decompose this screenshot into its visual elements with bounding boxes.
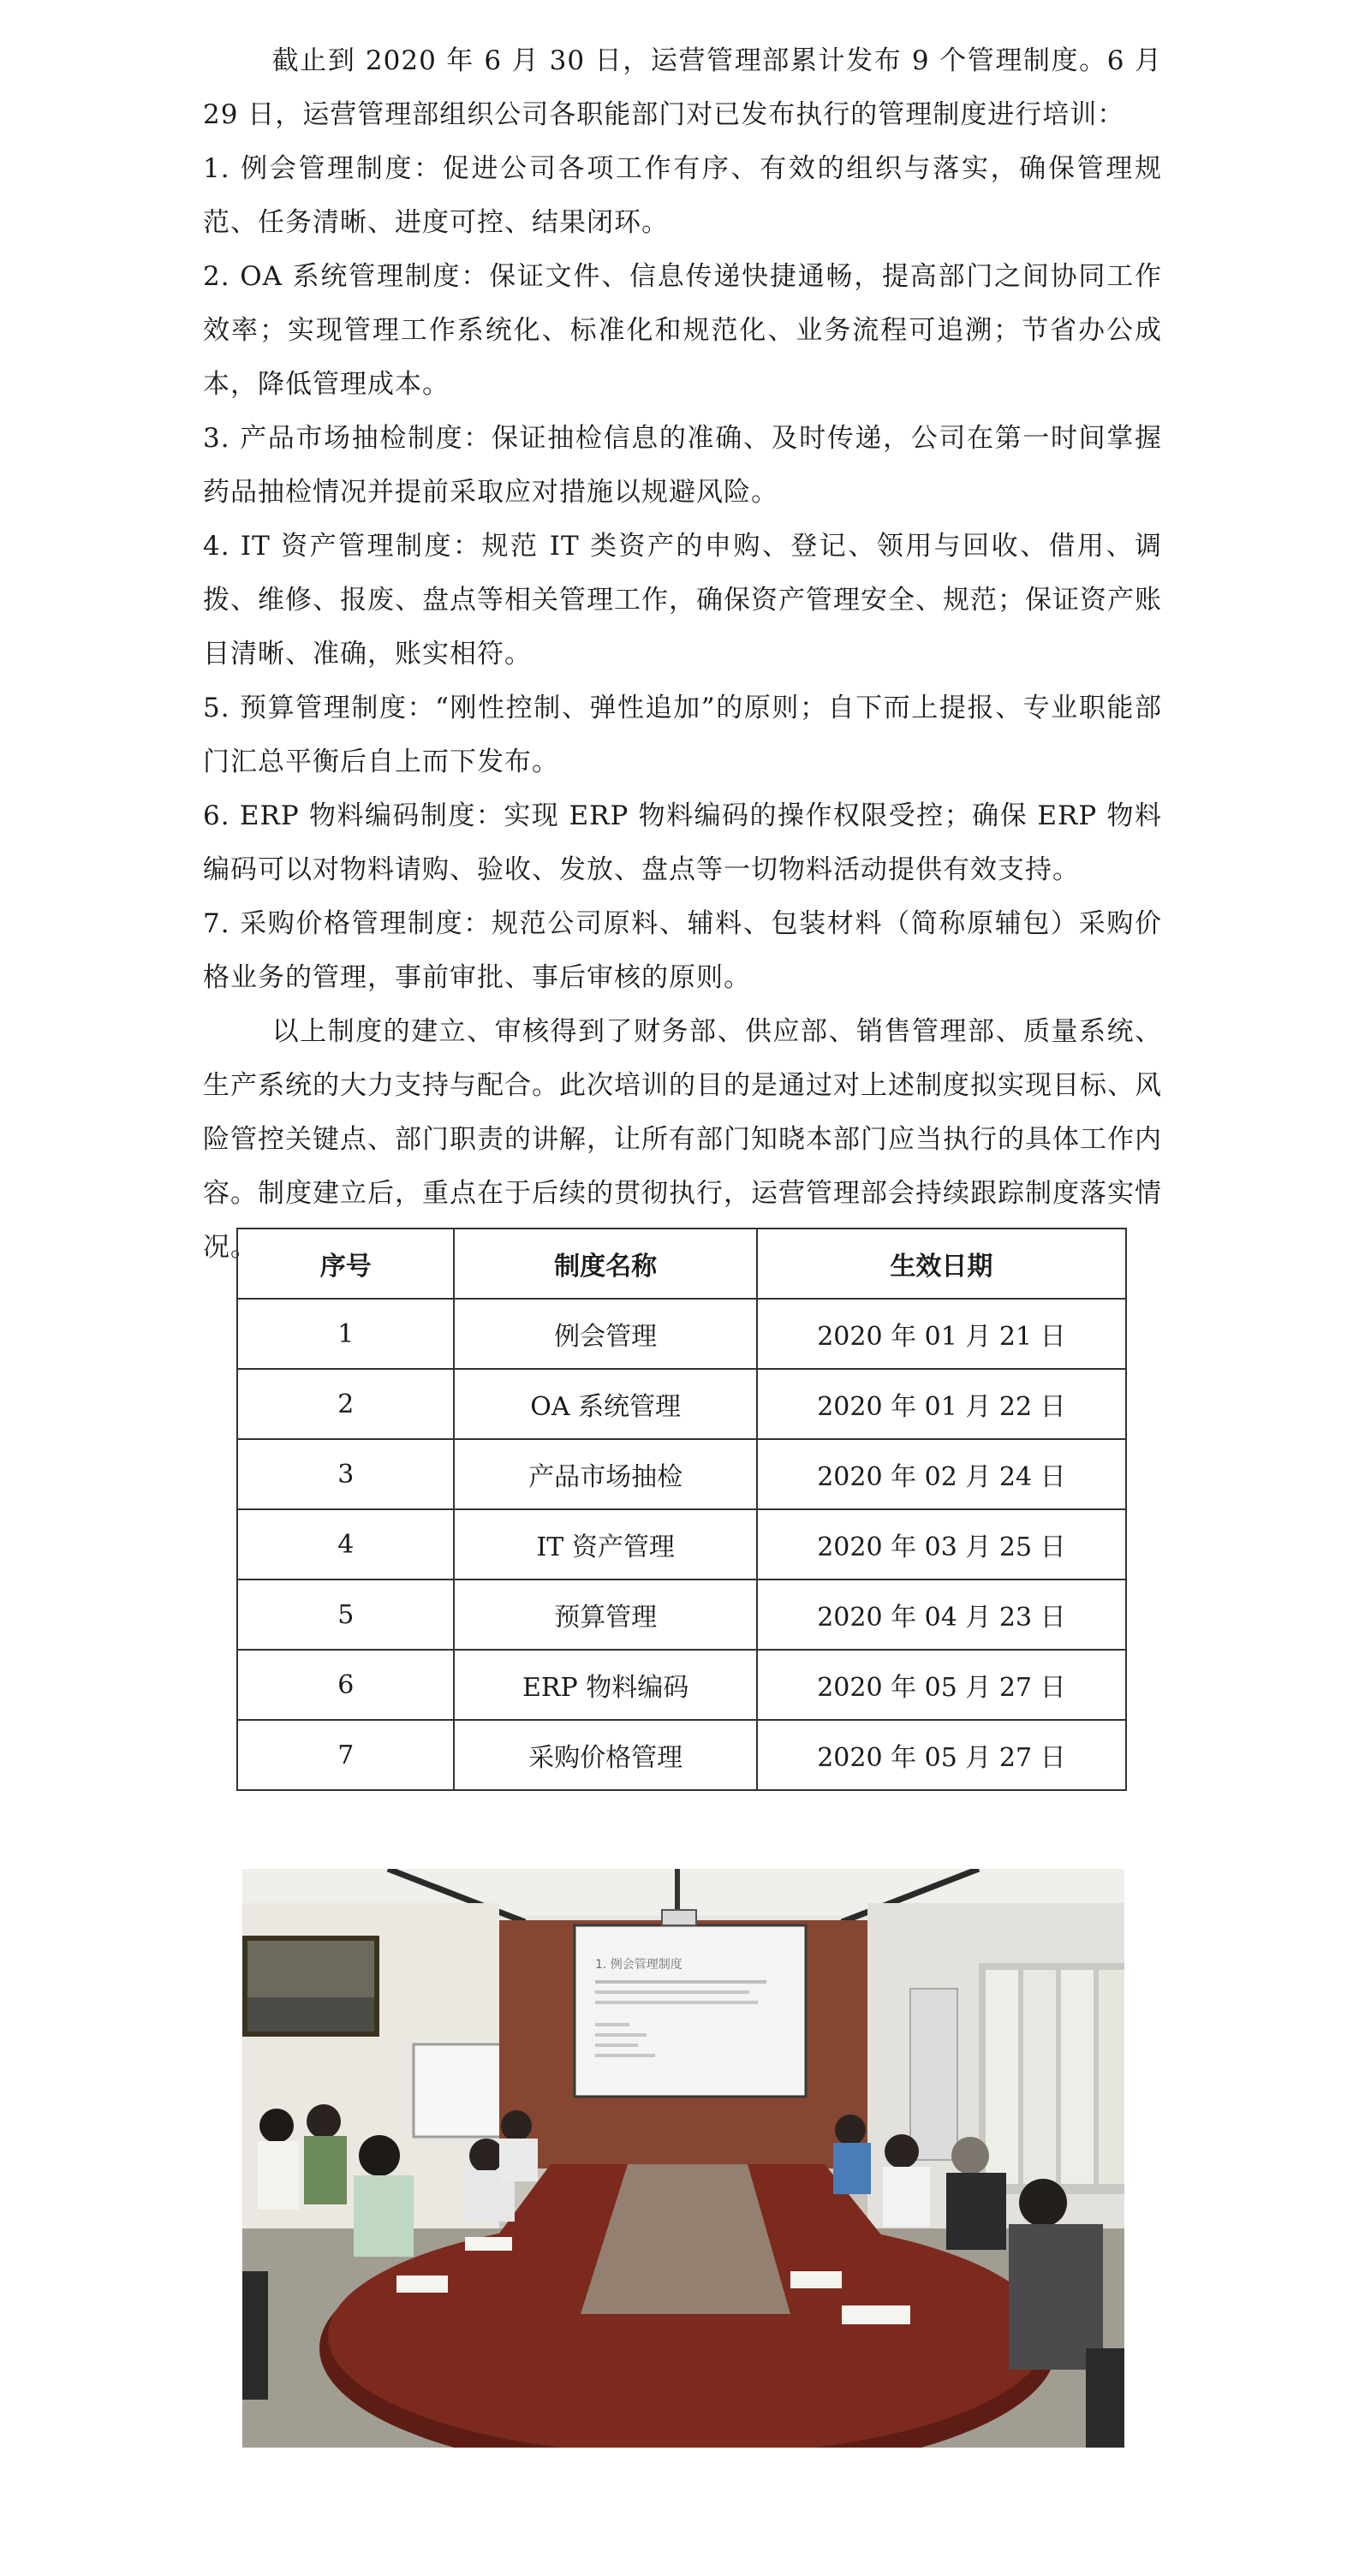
- table-row: [237, 1650, 1126, 1720]
- cell-effective-date: 2020 年 03 月 25 日: [757, 1509, 1126, 1580]
- table-row: [237, 1509, 1126, 1580]
- cell-policy-name: 产品市场抽检: [454, 1439, 756, 1509]
- cell-policy-name: 例会管理: [454, 1299, 756, 1369]
- cell-policy-name: OA 系统管理: [454, 1369, 756, 1439]
- projection-title: 1. 例会管理制度: [595, 1958, 682, 1972]
- policy-table-container: [236, 1228, 1127, 1791]
- meeting-room-illustration: [242, 1869, 1124, 2448]
- document-body: [203, 34, 1162, 1275]
- training-meeting-photo: [242, 1869, 1124, 2448]
- header-effective-date: 生效日期: [757, 1229, 1126, 1299]
- cell-policy-name: 预算管理: [454, 1580, 756, 1650]
- policy-item-3: 3. 产品市场抽检制度：保证抽检信息的准确、及时传递，公司在第一时间掌握药品抽检情况并提前采取应对措施以规避风险。: [203, 423, 1162, 508]
- cell-index: 5: [237, 1580, 454, 1650]
- cell-effective-date: 2020 年 01 月 21 日: [757, 1299, 1126, 1369]
- policy-item-4: 4. IT 资产管理制度：规范 IT 类资产的申购、登记、领用与回收、借用、调拨、维修、报废、盘点等相关管理工作，确保资产管理安全、规范；保证资产账目清晰、准确，账实相符。: [203, 531, 1162, 669]
- cell-effective-date: 2020 年 02 月 24 日: [757, 1439, 1126, 1509]
- table-row: [237, 1580, 1126, 1650]
- cell-effective-date: 2020 年 05 月 27 日: [757, 1650, 1126, 1720]
- policy-item-5: 5. 预算管理制度：“刚性控制、弹性追加”的原则；自下而上提报、专业职能部门汇总平衡后自上而下发布。: [203, 693, 1162, 777]
- policy-item-1: 1. 例会管理制度：促进公司各项工作有序、有效的组织与落实，确保管理规范、任务清晰、进度可控、结果闭环。: [203, 153, 1162, 238]
- table-header-row: [237, 1229, 1126, 1299]
- cell-index: 7: [237, 1720, 454, 1790]
- cell-index: 4: [237, 1509, 454, 1580]
- cell-index: 3: [237, 1439, 454, 1509]
- cell-index: 2: [237, 1369, 454, 1439]
- cell-policy-name: 采购价格管理: [454, 1720, 756, 1790]
- policy-table: [236, 1228, 1127, 1791]
- intro-paragraph: 截止到 2020 年 6 月 30 日，运营管理部累计发布 9 个管理制度。6 月 29 日，运营管理部组织公司各职能部门对已发布执行的管理制度进行培训：: [203, 45, 1162, 130]
- cell-index: 6: [237, 1650, 454, 1720]
- table-row: [237, 1720, 1126, 1790]
- table-row: [237, 1439, 1126, 1509]
- policy-item-7: 7. 采购价格管理制度：规范公司原料、辅料、包装材料（简称原辅包）采购价格业务的管理，事前审批、事后审核的原则。: [203, 908, 1162, 993]
- policy-item-2: 2. OA 系统管理制度：保证文件、信息传递快捷通畅，提高部门之间协同工作效率；实现管理工作系统化、标准化和规范化、业务流程可追溯；节省办公成本，降低管理成本。: [203, 261, 1162, 400]
- cell-effective-date: 2020 年 01 月 22 日: [757, 1369, 1126, 1439]
- closing-paragraph: 以上制度的建立、审核得到了财务部、供应部、销售管理部、质量系统、生产系统的大力支持与配合。此次培训的目的是通过对上述制度拟实现目标、风险管控关键点、部门职责的讲解，让所有部门知晓本部门应当执行的具体工作内容。制度建立后，重点在于后续的贯彻执行，运营管理部会持续跟踪制度落实情况。: [203, 1016, 1162, 1263]
- cell-policy-name: ERP 物料编码: [454, 1650, 756, 1720]
- cell-effective-date: 2020 年 04 月 23 日: [757, 1580, 1126, 1650]
- cell-effective-date: 2020 年 05 月 27 日: [757, 1720, 1126, 1790]
- header-policy-name: 制度名称: [454, 1229, 756, 1299]
- table-row: [237, 1369, 1126, 1439]
- policy-item-6: 6. ERP 物料编码制度：实现 ERP 物料编码的操作权限受控；确保 ERP 物料编码可以对物料请购、验收、发放、盘点等一切物料活动提供有效支持。: [203, 800, 1162, 885]
- cell-policy-name: IT 资产管理: [454, 1509, 756, 1580]
- table-row: [237, 1299, 1126, 1369]
- header-index: 序号: [237, 1229, 454, 1299]
- cell-index: 1: [237, 1299, 454, 1369]
